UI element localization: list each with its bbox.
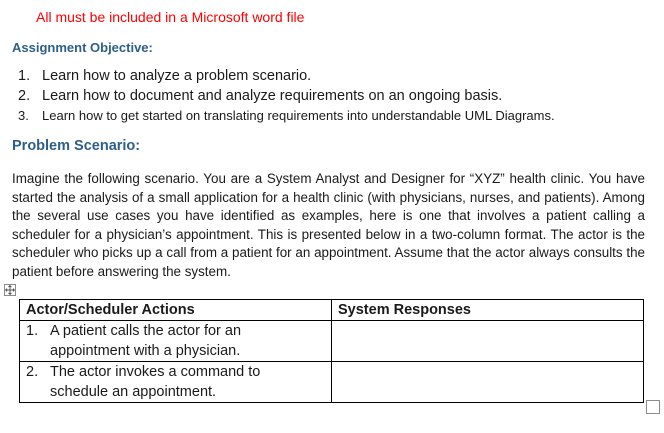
action-line [26, 321, 331, 341]
actor-action-cell [20, 321, 332, 362]
assignment-objective-heading: Assignment Objective: [12, 40, 153, 55]
action-line [26, 362, 331, 382]
action-line-continued: schedule an appointment. [50, 384, 217, 400]
actor-action-cell [20, 362, 332, 403]
table-row [20, 321, 644, 362]
use-case-table [19, 299, 644, 403]
action-number: 2. [26, 364, 39, 380]
objective-number: 3. [18, 108, 29, 123]
objective-text: Learn how to get started on translating requirements into understandable UML Diagrams. [42, 108, 555, 123]
objective-text: Learn how to document and analyze requirements on an ongoing basis. [42, 88, 503, 104]
notice-text: All must be included in a Microsoft word file [36, 9, 305, 25]
objective-number: 2. [18, 88, 31, 104]
scenario-paragraph: Imagine the following scenario. You are a System Analyst and Designer for “XYZ” health clinic. You have started the analysis of a small application for a health clinic (with physicians, nurses, and patients). Among the several use cases you have identified as examples, here is one that involves a patient calling a scheduler for a physician’s appointment. This is presented below in a two-column format. The actor is the scheduler who picks up a call from a patient for an appointment. Assume that the actor always consults the patient before answering the system. [12, 171, 645, 279]
objective-item [18, 86, 555, 106]
action-number: 1. [26, 323, 39, 339]
objective-item [18, 66, 555, 86]
objective-number: 1. [18, 68, 31, 84]
table-row [20, 362, 644, 403]
table-header-row [20, 300, 644, 321]
move-icon[interactable] [4, 284, 16, 296]
objective-text: Learn how to analyze a problem scenario. [42, 68, 312, 84]
action-text: A patient calls the actor for an [50, 323, 242, 339]
resize-handle-icon[interactable] [646, 400, 660, 414]
actor-actions-header: Actor/Scheduler Actions [20, 300, 332, 321]
system-response-cell [332, 362, 644, 403]
action-line-continued: appointment with a physician. [50, 343, 241, 359]
problem-scenario-heading: Problem Scenario: [12, 138, 141, 154]
system-response-cell [332, 321, 644, 362]
objectives-list [18, 66, 555, 126]
objective-item [18, 106, 555, 126]
action-text: The actor invokes a command to [50, 364, 261, 380]
system-responses-header: System Responses [332, 300, 644, 321]
